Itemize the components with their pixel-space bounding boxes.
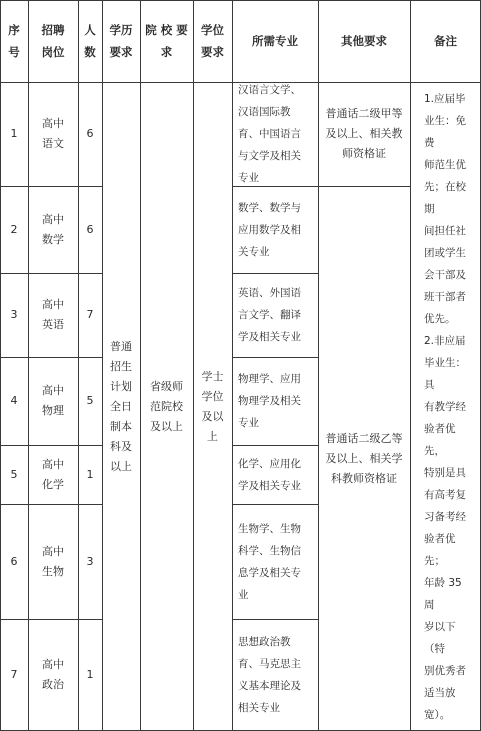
border-left	[0, 0, 1, 731]
shared-education: 普通 招生 计划 全日 制本 科及 以上	[110, 339, 132, 473]
row-4-seq: 4	[10, 394, 18, 407]
row-3-count: 7	[86, 308, 94, 321]
row-6-seq: 6	[10, 554, 18, 568]
row-divider	[232, 504, 318, 505]
row-1-count: 6	[86, 127, 94, 140]
row-3-position: 高中 英语	[42, 298, 64, 331]
row-7-position: 高中 政治	[42, 658, 64, 691]
row-1-seq: 1	[10, 127, 18, 140]
row-5-seq: 5	[10, 467, 18, 481]
row-divider	[0, 504, 102, 505]
row-7-major: 思想政治教 育、马克思主 义基本理论及 相关专业	[238, 636, 301, 714]
row-divider	[0, 619, 102, 620]
column-divider	[140, 0, 141, 731]
row-3-major: 英语、外国语 言文学、翻译 学及相关专业	[238, 287, 301, 343]
row-divider	[0, 273, 102, 274]
header-other: 其他要求	[341, 34, 387, 48]
row-6-major: 生物学、生物 科学、生物信 息学及相关专 业	[238, 522, 301, 601]
header-position: 招聘 岗位	[41, 23, 65, 59]
row-3-seq: 3	[10, 308, 18, 321]
column-divider	[193, 0, 194, 731]
column-divider	[410, 0, 411, 731]
row-divider	[232, 445, 318, 446]
row-5-major: 化学、应用化 学及相关专业	[238, 457, 301, 492]
row-2-count: 6	[86, 222, 94, 236]
row-1-major: 汉语言文学、 汉语国际教 育、中国语言 与文学及相关 专业	[238, 84, 301, 184]
header-seq: 序 号	[8, 23, 20, 59]
row-divider	[0, 186, 102, 187]
row-divider	[0, 445, 102, 446]
header-major: 所需专业	[252, 34, 298, 48]
remark-cell: 1.应届毕 业生：免费 师范生优 先；在校期 间担任社 团或学生 会干部及 班干部者 优先。 2.非应届 毕业生：具 有教学经 验者优先， 特别是具 有高考复 习备考经 验者优先； 年龄 35 周 岁以下（特 别优秀者 适当放 宽）。	[424, 92, 466, 721]
header-school: 院 校 要 求	[145, 23, 188, 59]
border-top	[0, 0, 481, 1]
row-divider	[232, 357, 318, 358]
column-divider	[232, 0, 233, 731]
row-5-count: 1	[86, 467, 94, 481]
row-2-position: 高中 数学	[42, 212, 64, 246]
column-divider	[28, 0, 29, 731]
other-row-1: 普通话二级甲等 及以上、相关教 师资格证	[325, 107, 403, 160]
row-7-count: 1	[86, 668, 94, 681]
row-2-seq: 2	[10, 222, 18, 236]
row-5-position: 高中 化学	[42, 457, 64, 491]
row-divider	[0, 357, 102, 358]
header-divider	[0, 82, 481, 83]
row-7-seq: 7	[10, 668, 18, 681]
header-degree: 学位 要求	[201, 23, 224, 59]
row-4-count: 5	[86, 394, 94, 407]
row-1-position: 高中 语文	[42, 117, 64, 150]
row-4-major: 物理学、应用 物理学及相关 专业	[238, 373, 301, 429]
header-remark: 备注	[434, 34, 457, 48]
shared-school: 省级师 范院校 及以上	[150, 379, 183, 433]
shared-degree: 学士 学位 及以 上	[201, 369, 224, 443]
row-divider	[318, 186, 410, 187]
row-2-major: 数学、数学与 应用数学及相 关专业	[238, 201, 301, 258]
column-divider	[102, 0, 103, 731]
column-divider	[78, 0, 79, 731]
row-divider	[232, 273, 318, 274]
row-divider	[232, 619, 318, 620]
row-6-count: 3	[86, 554, 94, 568]
header-education: 学历 要求	[109, 23, 133, 59]
other-rows-2-7: 普通话二级乙等 及以上、相关学 科教师资格证	[325, 431, 403, 485]
row-divider	[232, 186, 318, 187]
column-divider	[318, 0, 319, 731]
row-4-position: 高中 物理	[42, 384, 64, 417]
header-count: 人 数	[84, 23, 96, 59]
row-6-position: 高中 生物	[42, 544, 64, 578]
